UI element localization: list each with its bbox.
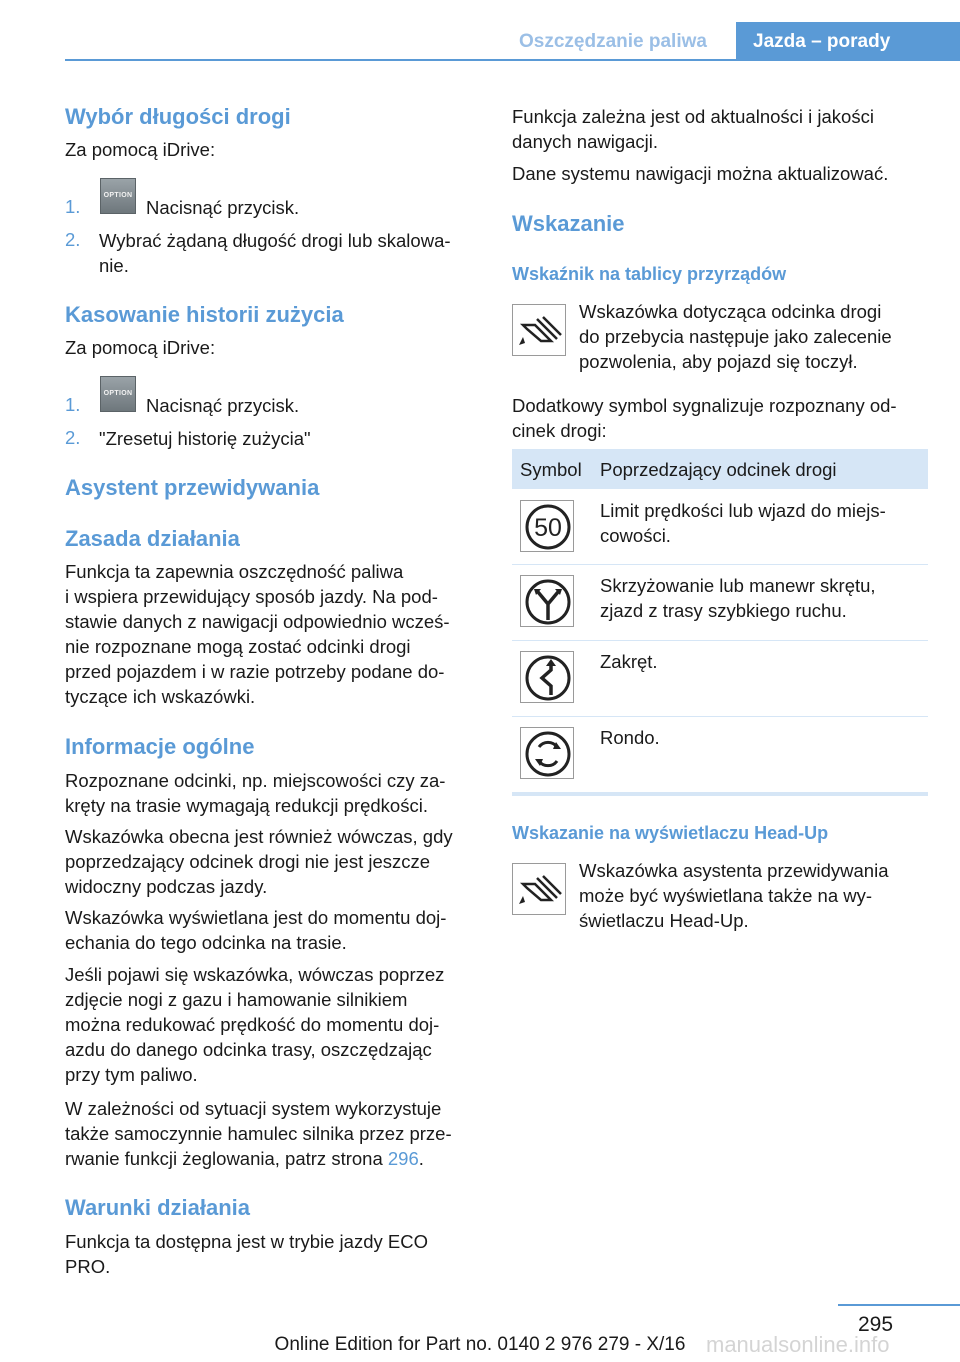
idrive-intro-1: Za pomocą iDrive:: [65, 139, 216, 160]
general-line: przy tym paliwo.: [65, 1064, 198, 1085]
coasting-foot-icon: [512, 304, 566, 356]
hud-line: może być wyświetlana także na wy‐: [579, 885, 873, 906]
principle-line: stawie danych z nawigacji odpowiednio wcześ‐: [65, 611, 450, 632]
general-line: można redukować prędkość do momentu doj‐: [65, 1014, 440, 1035]
principle-line: Funkcja ta zapewnia oszczędność paliwa: [65, 561, 404, 582]
header-rule: [65, 59, 960, 61]
conditions-line: PRO.: [65, 1256, 111, 1277]
step-number: 1.: [65, 394, 81, 415]
junction-icon: [520, 575, 574, 627]
nav-dependency-line: danych nawigacji.: [512, 131, 659, 152]
general-line: echania do tego odcinka na trasie.: [65, 932, 347, 953]
extra-symbol-line: cinek drogi:: [512, 420, 607, 441]
page-number: 295: [858, 1313, 894, 1336]
edition-text: Online Edition for Part no. 0140 2 976 279 - X/16: [274, 1334, 686, 1355]
cluster-line: do przebycia następuje jako zalecenie: [579, 326, 892, 347]
hud-line: Wskazówka asystenta przewidywania: [579, 860, 889, 881]
step-text-line: Wybrać żądaną długość drogi lub skalowa‐: [99, 230, 451, 251]
header-section-title: Oszczędzanie paliwa: [519, 31, 707, 52]
heading-principle: Zasada działania: [65, 526, 240, 551]
watermark: manualsonline.info: [706, 1332, 890, 1357]
heading-head-up-display: Wskazanie na wyświetlaczu Head-Up: [512, 823, 829, 843]
principle-line: tyczące ich wskazówki.: [65, 686, 256, 707]
table-row-divider: [512, 564, 928, 565]
general-line: także samoczynnie hamulec silnika przez prze‐: [65, 1123, 452, 1144]
table-row-divider: [512, 716, 928, 717]
step-number: 2.: [65, 229, 81, 250]
general-line: Rozpoznane odcinki, np. miejscowości czy za‐: [65, 770, 446, 791]
nav-update-text: Dane systemu nawigacji można aktualizować.: [512, 163, 889, 184]
principle-line: i wspiera przewidujący sposób jazdy. Na pod‐: [65, 586, 438, 607]
header-chapter-tab: [736, 22, 960, 61]
header-chapter-title: Jazda – porady: [753, 31, 891, 52]
heading-predictive-assistant: Asystent przewidywania: [65, 475, 320, 500]
roundabout-icon: [520, 727, 574, 779]
extra-symbol-line: Dodatkowy symbol sygnalizuje rozpoznany od‐: [512, 395, 897, 416]
principle-line: przed pojazdem i w razie potrzeby podane do‐: [65, 661, 445, 682]
step-text: Nacisnąć przycisk.: [146, 395, 300, 416]
speed-limit-50-icon: [520, 500, 574, 552]
general-line-with-link: rwanie funkcji żeglowania, patrz strona 296.: [65, 1148, 424, 1169]
table-row-text: Rondo.: [600, 727, 660, 748]
general-line: azdu do danego odcinka trasy, oszczędzając: [65, 1039, 432, 1060]
svg-text:50: 50: [534, 514, 562, 542]
heading-instrument-cluster: Wskaźnik na tablicy przyrządów: [512, 264, 787, 284]
principle-line: nie rozpoznane mogą zostać odcinki drogi: [65, 636, 411, 657]
step-number: 2.: [65, 427, 81, 448]
option-button-icon: OPTION: [100, 178, 136, 214]
step-number: 1.: [65, 196, 81, 217]
general-line: Jeśli pojawi się wskazówka, wówczas poprzez: [65, 964, 445, 985]
nav-dependency-line: Funkcja zależna jest od aktualności i jakości: [512, 106, 874, 127]
heading-reset-history: Kasowanie historii zużycia: [65, 302, 344, 327]
general-line: kręty na trasie wymagają redukcji prędkości.: [65, 795, 428, 816]
hud-line: świetlaczu Head-Up.: [579, 910, 749, 931]
general-line: Wskazówka wyświetlana jest do momentu doj‐: [65, 907, 447, 928]
table-header-symbol: Symbol: [520, 459, 582, 480]
conditions-line: Funkcja ta dostępna jest w trybie jazdy ECO: [65, 1231, 428, 1252]
table-row-text: Skrzyżowanie lub manewr skrętu,: [600, 575, 876, 596]
cluster-line: Wskazówka dotycząca odcinka drogi: [579, 301, 882, 322]
general-line: zdjęcie nogi z gazu i hamowanie silnikiem: [65, 989, 408, 1010]
page-link-296[interactable]: 296: [387, 1148, 419, 1169]
heading-conditions: Warunki działania: [65, 1195, 251, 1220]
heading-route-length: Wybór długości drogi: [65, 104, 291, 129]
curve-icon: [520, 651, 574, 703]
heading-display: Wskazanie: [512, 211, 625, 236]
table-row-text: cowości.: [600, 525, 671, 546]
coasting-foot-icon: [512, 863, 566, 915]
heading-general-info: Informacje ogólne: [65, 734, 255, 759]
step-text: "Zresetuj historię zużycia": [99, 428, 311, 449]
general-line: Wskazówka obecna jest również wówczas, gdy: [65, 826, 453, 847]
general-line: widoczny podczas jazdy.: [65, 876, 268, 897]
option-button-icon: OPTION: [100, 376, 136, 412]
table-header-section: Poprzedzający odcinek drogi: [600, 459, 837, 480]
step-text: Nacisnąć przycisk.: [146, 197, 300, 218]
table-row-divider: [512, 640, 928, 641]
table-end-rule: [512, 792, 928, 796]
step-text-line: nie.: [99, 255, 129, 276]
general-line: poprzedzający odcinek drogi nie jest jeszcze: [65, 851, 431, 872]
footer-rule: [838, 1304, 960, 1306]
cluster-line: pozwolenia, aby pojazd się toczył.: [579, 351, 858, 372]
table-row-text: Limit prędkości lub wjazd do miejs‐: [600, 500, 886, 521]
table-row-text: Zakręt.: [600, 651, 658, 672]
table-row-text: zjazd z trasy szybkiego ruchu.: [600, 600, 847, 621]
general-line: W zależności od sytuacji system wykorzystuje: [65, 1098, 442, 1119]
idrive-intro-2: Za pomocą iDrive:: [65, 337, 216, 358]
table-header: [512, 449, 928, 489]
